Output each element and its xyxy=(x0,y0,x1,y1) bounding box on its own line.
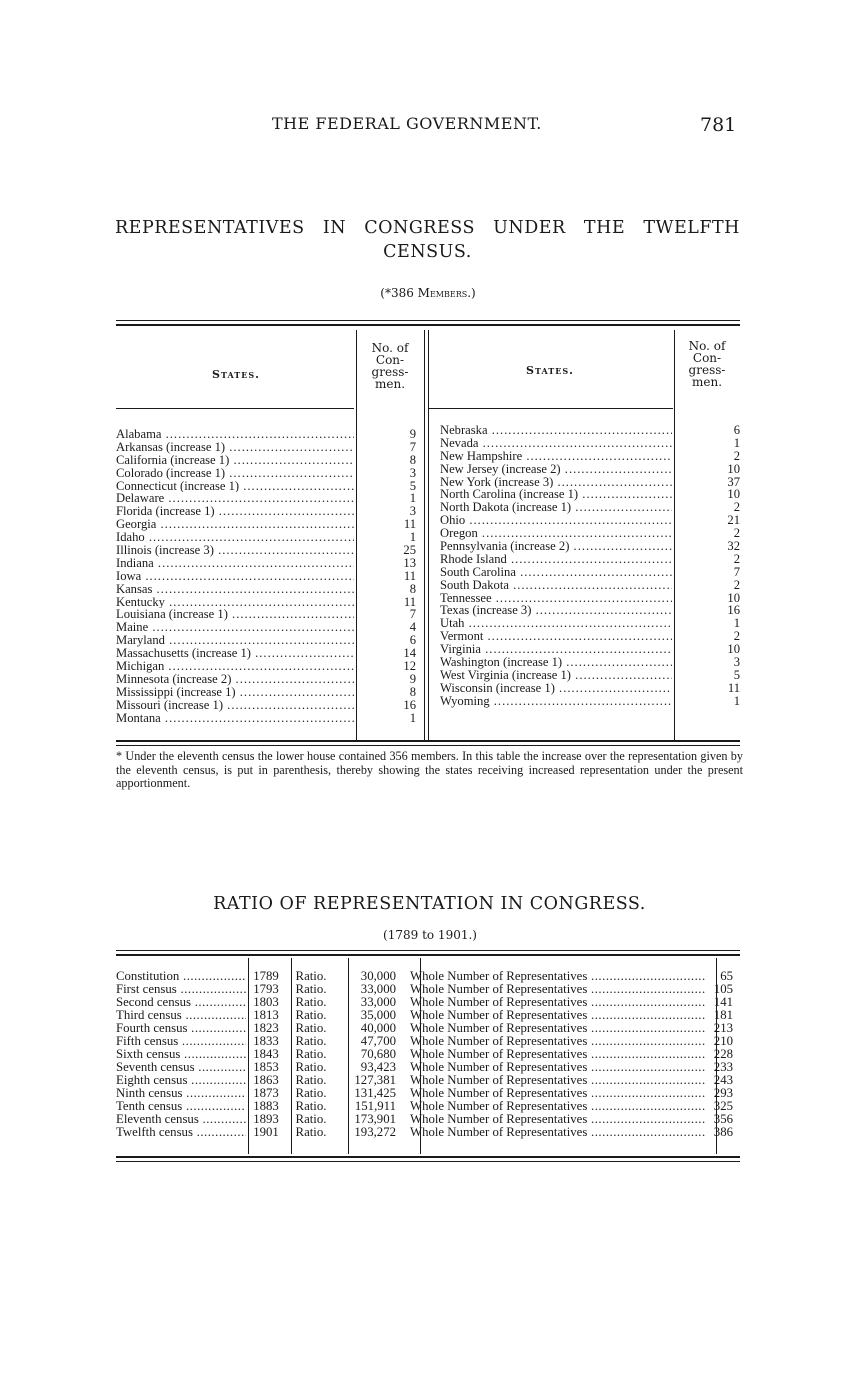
state-name: Minnesota (increase 2) ..... xyxy=(116,673,354,686)
header-line: gress- xyxy=(688,363,726,377)
congressmen-count: 1 xyxy=(409,710,416,725)
state-name: Mississippi (increase 1) ..... xyxy=(116,686,354,699)
ratio-label: Ratio. xyxy=(295,1086,327,1100)
census-year: 1823 xyxy=(253,1021,279,1035)
state-row xyxy=(116,673,416,686)
title-line-1 xyxy=(115,216,740,240)
congressmen-count: 5 xyxy=(409,478,416,493)
congressmen-count: 32 xyxy=(727,539,740,554)
census-label: First census ..... xyxy=(116,983,246,996)
census-label: Eighth census ..... xyxy=(116,1074,246,1087)
column-divider xyxy=(428,330,429,740)
census-label: Third census ..... xyxy=(116,1009,246,1022)
title-word: CONGRESS xyxy=(364,218,475,238)
census-label: Ninth census ..... xyxy=(116,1087,246,1100)
state-row xyxy=(440,592,740,605)
census-label: Seventh census ..... xyxy=(116,1061,246,1074)
state-name: South Dakota ..... xyxy=(440,579,672,592)
state-name: Kentucky ..... xyxy=(116,596,354,609)
state-row xyxy=(440,682,740,695)
state-row xyxy=(440,450,740,463)
state-name: Michigan ..... xyxy=(116,660,354,673)
total-representatives: 356 xyxy=(713,1112,733,1126)
congressmen-count: 11 xyxy=(727,680,740,695)
total-representatives: 210 xyxy=(713,1034,733,1048)
census-year: 1793 xyxy=(253,982,279,996)
states-list-right xyxy=(440,424,740,708)
state-row xyxy=(116,583,416,596)
ratio-value: 33,000 xyxy=(360,982,396,996)
congressmen-count: 3 xyxy=(409,504,416,519)
table-row xyxy=(116,1100,733,1113)
congressmen-count: 11 xyxy=(403,568,416,583)
total-representatives: 293 xyxy=(713,1086,733,1100)
table-row xyxy=(116,1113,733,1126)
header-line: men. xyxy=(374,377,406,391)
congressmen-count: 4 xyxy=(409,620,416,635)
state-row xyxy=(440,630,740,643)
state-row xyxy=(440,463,740,476)
total-representatives: 386 xyxy=(713,1125,733,1139)
congressmen-count: 2 xyxy=(733,629,740,644)
state-name: Kansas ..... xyxy=(116,583,354,596)
state-row xyxy=(440,656,740,669)
total-representatives: 233 xyxy=(713,1060,733,1074)
state-name: Delaware ..... xyxy=(116,492,354,505)
census-label: Fourth census ..... xyxy=(116,1022,246,1035)
state-row xyxy=(116,699,416,712)
state-row xyxy=(440,501,740,514)
congressmen-count: 9 xyxy=(409,671,416,686)
state-row xyxy=(116,647,416,660)
congressmen-count: 8 xyxy=(409,684,416,699)
state-name: Nebraska ..... xyxy=(440,424,672,437)
ratio-table-top-rule-thick xyxy=(116,954,740,956)
state-row xyxy=(116,492,416,505)
census-year: 1901 xyxy=(253,1125,279,1139)
state-row xyxy=(116,544,416,557)
census-year: 1863 xyxy=(253,1073,279,1087)
ratio-label: Ratio. xyxy=(295,1034,327,1048)
state-row xyxy=(116,531,416,544)
state-name: Nevada ..... xyxy=(440,437,672,450)
state-row xyxy=(440,566,740,579)
state-name: Connecticut (increase 1) ..... xyxy=(116,480,354,493)
total-description: Whole Number of Representatives ..... xyxy=(396,996,705,1009)
state-name: Colorado (increase 1) ..... xyxy=(116,467,354,480)
state-row xyxy=(116,596,416,609)
state-name: Massachusetts (increase 1) ..... xyxy=(116,647,354,660)
ratio-table xyxy=(116,970,733,1139)
census-year: 1853 xyxy=(253,1060,279,1074)
column-header-states-right: States. xyxy=(526,364,574,377)
state-name: Oregon ..... xyxy=(440,527,672,540)
total-representatives: 243 xyxy=(713,1073,733,1087)
total-representatives: 213 xyxy=(713,1021,733,1035)
section-title-ratio: RATIO OF REPRESENTATION IN CONGRESS. xyxy=(213,894,646,914)
ratio-label: Ratio. xyxy=(295,1060,327,1074)
table-top-rule-thick xyxy=(116,324,740,326)
state-row xyxy=(116,454,416,467)
total-representatives: 228 xyxy=(713,1047,733,1061)
table-row xyxy=(116,1035,733,1048)
congressmen-count: 1 xyxy=(409,530,416,545)
total-representatives: 181 xyxy=(713,1008,733,1022)
years-subtitle: (1789 to 1901.) xyxy=(383,928,477,942)
state-name: Idaho ..... xyxy=(116,531,354,544)
total-description: Whole Number of Representatives ..... xyxy=(396,1009,705,1022)
table-bottom-rule-thick xyxy=(116,740,740,742)
states-list-left xyxy=(116,428,416,724)
congressmen-count: 10 xyxy=(727,487,740,502)
state-name: Tennessee ..... xyxy=(440,592,672,605)
census-year: 1843 xyxy=(253,1047,279,1061)
ratio-label: Ratio. xyxy=(295,995,327,1009)
ratio-value: 151,911 xyxy=(354,1099,396,1113)
table-row xyxy=(116,1022,733,1035)
state-name: New Hampshire ..... xyxy=(440,450,672,463)
header-line: Con- xyxy=(692,351,722,365)
ratio-value: 93,423 xyxy=(360,1060,396,1074)
state-name: Montana ..... xyxy=(116,712,354,725)
congressmen-count: 2 xyxy=(733,577,740,592)
congressmen-count: 11 xyxy=(403,517,416,532)
ratio-value: 131,425 xyxy=(354,1086,396,1100)
census-label: Tenth census ..... xyxy=(116,1100,246,1113)
ratio-label: Ratio. xyxy=(295,1099,327,1113)
state-row xyxy=(440,604,740,617)
state-name: Wyoming ..... xyxy=(440,695,672,708)
total-representatives: 325 xyxy=(713,1099,733,1113)
state-name: Missouri (increase 1) ..... xyxy=(116,699,354,712)
congressmen-count: 8 xyxy=(409,581,416,596)
congressmen-count: 5 xyxy=(733,667,740,682)
ratio-label: Ratio. xyxy=(295,1112,327,1126)
state-name: Alabama ..... xyxy=(116,428,354,441)
column-header-states-left: States. xyxy=(212,368,260,381)
state-row xyxy=(440,643,740,656)
state-name: Vermont ..... xyxy=(440,630,672,643)
footnote: * Under the eleventh census the lower house contained 356 members. In this table the increase over the representation given by the eleventh census, is put in parenthesis, thereby showing the states receiving increased representation under the present apportionment. xyxy=(116,749,743,791)
total-description: Whole Number of Representatives ..... xyxy=(396,1126,705,1139)
total-description: Whole Number of Representatives ..... xyxy=(396,1035,705,1048)
ratio-label: Ratio. xyxy=(295,1021,327,1035)
state-row xyxy=(116,608,416,621)
table-row xyxy=(116,1126,733,1139)
ratio-value: 193,272 xyxy=(354,1125,396,1139)
congressmen-count: 25 xyxy=(403,543,416,558)
column-divider xyxy=(424,330,425,740)
page-number: 781 xyxy=(700,114,737,136)
header-rule-right xyxy=(428,408,673,409)
state-row xyxy=(440,617,740,630)
congressmen-count: 7 xyxy=(409,607,416,622)
total-description: Whole Number of Representatives ..... xyxy=(396,983,705,996)
total-description: Whole Number of Representatives ..... xyxy=(396,1074,705,1087)
table-row xyxy=(116,1061,733,1074)
total-description: Whole Number of Representatives ..... xyxy=(396,970,705,983)
state-name: North Carolina (increase 1) ..... xyxy=(440,488,672,501)
members-subtitle: (*386 Members.) xyxy=(380,286,476,300)
header-line: gress- xyxy=(371,365,409,379)
ratio-value: 35,000 xyxy=(360,1008,396,1022)
congressmen-count: 16 xyxy=(727,603,740,618)
header-line: Con- xyxy=(375,353,405,367)
state-name: North Dakota (increase 1) ..... xyxy=(440,501,672,514)
title-word: THE xyxy=(583,218,626,238)
state-name: New Jersey (increase 2) ..... xyxy=(440,463,672,476)
state-name: Arkansas (increase 1) ..... xyxy=(116,441,354,454)
state-row xyxy=(116,634,416,647)
ratio-table-top-rule xyxy=(116,950,740,951)
table-row xyxy=(116,970,733,983)
total-description: Whole Number of Representatives ..... xyxy=(396,1022,705,1035)
state-name: Florida (increase 1) ..... xyxy=(116,505,354,518)
total-representatives: 65 xyxy=(720,969,733,983)
state-row xyxy=(440,553,740,566)
census-year: 1833 xyxy=(253,1034,279,1048)
census-year: 1893 xyxy=(253,1112,279,1126)
state-name: Virginia ..... xyxy=(440,643,672,656)
state-name: Louisiana (increase 1) ..... xyxy=(116,608,354,621)
ratio-label: Ratio. xyxy=(295,1125,327,1139)
header-line: No. of xyxy=(371,341,409,355)
state-name: Utah ..... xyxy=(440,617,672,630)
total-representatives: 105 xyxy=(713,982,733,996)
running-title: THE FEDERAL GOVERNMENT. xyxy=(272,114,542,133)
section-title-representatives xyxy=(115,216,740,264)
congressmen-count: 11 xyxy=(403,594,416,609)
congressmen-count: 16 xyxy=(403,697,416,712)
state-row xyxy=(116,686,416,699)
table-row xyxy=(116,1048,733,1061)
state-name: California (increase 1) ..... xyxy=(116,454,354,467)
header-rule-left xyxy=(116,408,354,409)
census-label: Second census ..... xyxy=(116,996,246,1009)
congressmen-count: 7 xyxy=(733,564,740,579)
title-word: TWELFTH xyxy=(643,218,740,238)
congressmen-count: 7 xyxy=(409,439,416,454)
state-row xyxy=(440,669,740,682)
total-representatives: 141 xyxy=(713,995,733,1009)
congressmen-count: 13 xyxy=(403,555,416,570)
congressmen-count: 6 xyxy=(733,423,740,437)
ratio-value: 47,700 xyxy=(360,1034,396,1048)
state-row xyxy=(116,712,416,725)
ratio-value: 127,381 xyxy=(354,1073,396,1087)
congressmen-count: 2 xyxy=(733,551,740,566)
ratio-label: Ratio. xyxy=(295,982,327,996)
state-name: Georgia ..... xyxy=(116,518,354,531)
table-row xyxy=(116,1009,733,1022)
state-name: Ohio ..... xyxy=(440,514,672,527)
state-name: West Virginia (increase 1) ..... xyxy=(440,669,672,682)
state-name: Wisconsin (increase 1) ..... xyxy=(440,682,672,695)
congressmen-count: 1 xyxy=(733,435,740,450)
header-line: men. xyxy=(691,375,723,389)
state-row xyxy=(116,518,416,531)
ratio-value: 40,000 xyxy=(360,1021,396,1035)
ratio-label: Ratio. xyxy=(295,1047,327,1061)
title-word: UNDER xyxy=(493,218,566,238)
state-row xyxy=(440,527,740,540)
congressmen-count: 2 xyxy=(733,448,740,463)
total-description: Whole Number of Representatives ..... xyxy=(396,1061,705,1074)
census-year: 1789 xyxy=(253,969,279,983)
congressmen-count: 37 xyxy=(727,474,740,489)
census-label: Twelfth census ..... xyxy=(116,1126,246,1139)
state-row xyxy=(116,660,416,673)
congressmen-count: 1 xyxy=(733,616,740,631)
total-description: Whole Number of Representatives ..... xyxy=(396,1087,705,1100)
state-name: Maryland ..... xyxy=(116,634,354,647)
total-description: Whole Number of Representatives ..... xyxy=(396,1113,705,1126)
congressmen-count: 9 xyxy=(409,427,416,441)
ratio-value: 30,000 xyxy=(360,969,396,983)
ratio-label: Ratio. xyxy=(295,1008,327,1022)
total-description: Whole Number of Representatives ..... xyxy=(396,1100,705,1113)
census-label: Fifth census ..... xyxy=(116,1035,246,1048)
state-name: New York (increase 3) ..... xyxy=(440,476,672,489)
congressmen-count: 10 xyxy=(727,642,740,657)
ratio-value: 33,000 xyxy=(360,995,396,1009)
ratio-label: Ratio. xyxy=(295,1073,327,1087)
congressmen-count: 14 xyxy=(403,646,416,661)
census-year: 1873 xyxy=(253,1086,279,1100)
congressmen-count: 10 xyxy=(727,590,740,605)
state-row xyxy=(440,514,740,527)
state-row xyxy=(116,441,416,454)
table-row xyxy=(116,1087,733,1100)
state-row xyxy=(116,621,416,634)
state-row xyxy=(440,476,740,489)
congressmen-count: 8 xyxy=(409,452,416,467)
state-name: South Carolina ..... xyxy=(440,566,672,579)
census-label: Sixth census ..... xyxy=(116,1048,246,1061)
state-name: Rhode Island ..... xyxy=(440,553,672,566)
congressmen-count: 10 xyxy=(727,461,740,476)
ratio-value: 70,680 xyxy=(360,1047,396,1061)
state-name: Maine ..... xyxy=(116,621,354,634)
congressmen-count: 21 xyxy=(727,513,740,528)
state-row xyxy=(440,579,740,592)
congressmen-count: 3 xyxy=(409,465,416,480)
congressmen-count: 1 xyxy=(409,491,416,506)
ratio-value: 173,901 xyxy=(354,1112,396,1126)
census-label: Constitution ..... xyxy=(116,970,246,983)
state-name: Washington (increase 1) ..... xyxy=(440,656,672,669)
column-header-count-right xyxy=(677,340,737,388)
column-header-count-left xyxy=(360,342,420,390)
state-row xyxy=(116,557,416,570)
state-row xyxy=(116,505,416,518)
title-word: REPRESENTATIVES xyxy=(115,218,305,238)
congressmen-count: 2 xyxy=(733,500,740,515)
state-name: Illinois (increase 3) ..... xyxy=(116,544,354,557)
state-row xyxy=(116,428,416,441)
congressmen-count: 12 xyxy=(403,659,416,674)
state-row xyxy=(440,695,740,708)
state-row xyxy=(116,480,416,493)
census-year: 1803 xyxy=(253,995,279,1009)
ratio-table-bottom-rule xyxy=(116,1161,740,1162)
census-label: Eleventh census ..... xyxy=(116,1113,246,1126)
ratio-label: Ratio. xyxy=(295,969,327,983)
title-word: IN xyxy=(322,218,347,238)
header-line: No. of xyxy=(688,339,726,353)
table-row xyxy=(116,983,733,996)
congressmen-count: 2 xyxy=(733,526,740,541)
total-description: Whole Number of Representatives ..... xyxy=(396,1048,705,1061)
ratio-table-bottom-rule-thick xyxy=(116,1156,740,1158)
state-row xyxy=(116,467,416,480)
state-name: Iowa ..... xyxy=(116,570,354,583)
table-row xyxy=(116,1074,733,1087)
table-top-rule xyxy=(116,320,740,321)
title-line-2: CENSUS. xyxy=(383,242,472,262)
census-year: 1883 xyxy=(253,1099,279,1113)
state-row xyxy=(116,570,416,583)
state-row xyxy=(440,437,740,450)
state-row xyxy=(440,540,740,553)
congressmen-count: 3 xyxy=(733,655,740,670)
congressmen-count: 1 xyxy=(733,693,740,708)
state-name: Pennsylvania (increase 2) ..... xyxy=(440,540,672,553)
state-name: Indiana ..... xyxy=(116,557,354,570)
state-row xyxy=(440,488,740,501)
census-year: 1813 xyxy=(253,1008,279,1022)
table-bottom-rule xyxy=(116,745,740,746)
state-row xyxy=(440,424,740,437)
state-name: Texas (increase 3) ..... xyxy=(440,604,672,617)
table-row xyxy=(116,996,733,1009)
congressmen-count: 6 xyxy=(409,633,416,648)
